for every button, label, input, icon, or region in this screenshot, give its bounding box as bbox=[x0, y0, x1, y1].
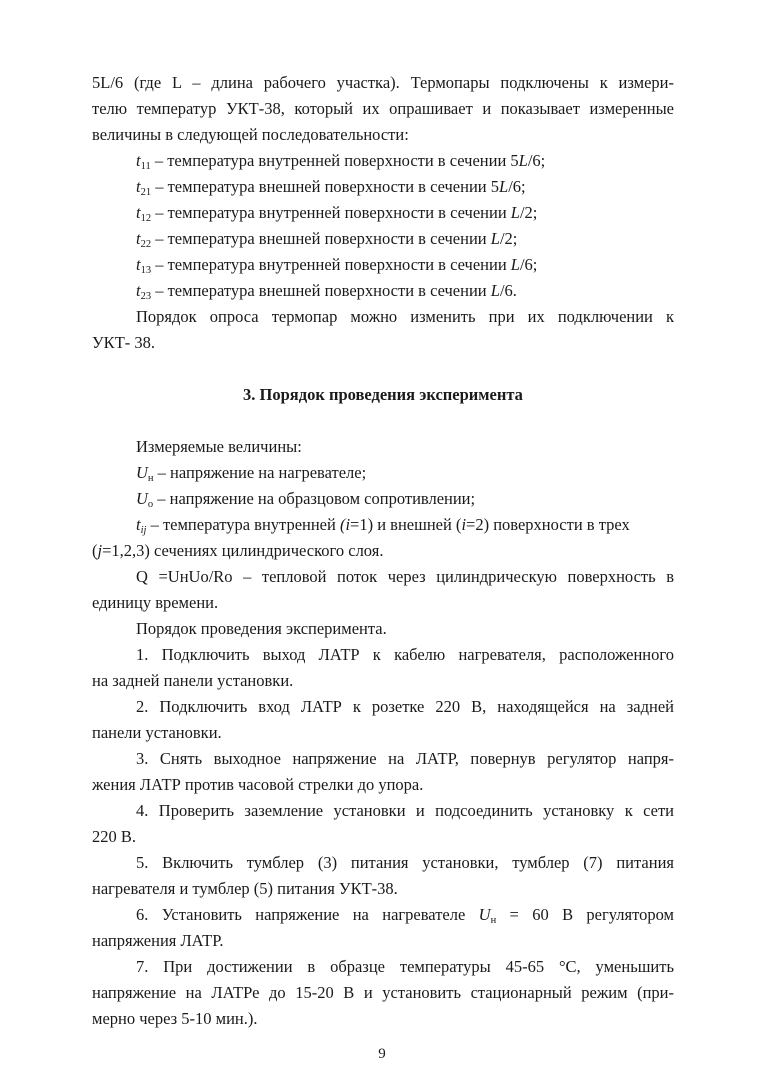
thermocouple-item: $t_{21}$ – температура внешней поверхности в сечении 5L/6; bbox=[136, 177, 526, 198]
measured-q-line-2: единицу времени. bbox=[92, 593, 219, 612]
measured-q: Q =UнUо/Rо – тепловой поток через цилиндрическую поверхность в bbox=[136, 567, 674, 586]
thermocouple-item: $t_{22}$ – температура внешней поверхности в сечении L/2; bbox=[136, 229, 518, 250]
step-3: 3. Снять выходное напряжение на ЛАТР, повернув регулятор напря- bbox=[136, 749, 674, 768]
thermocouple-item: $t_{11}$ – температура внутренней поверхности в сечении 5L/6; bbox=[136, 151, 546, 172]
step-5-cont: нагревателя и тумблер (5) питания УКТ-38. bbox=[92, 879, 398, 898]
page-number: 9 bbox=[378, 1046, 386, 1062]
intro-line-3: величины в следующей последовательности: bbox=[92, 125, 409, 144]
procedure-title: Порядок проведения эксперимента. bbox=[136, 619, 387, 638]
step-1: 1. Подключить выход ЛАТР к кабелю нагревателя, расположенного bbox=[136, 645, 674, 664]
step-4: 4. Проверить заземление установки и подсоединить установку к сети bbox=[136, 801, 674, 820]
intro-line-1: 5L/6 (где L – длина рабочего участка). Термопары подключены к измери- bbox=[92, 73, 674, 92]
measured-tij-line-2: (j=1,2,3) сечениях цилиндрического слоя. bbox=[92, 541, 384, 560]
thermocouple-item: $t_{13}$ – температура внутренней поверхности в сечении L/6; bbox=[136, 255, 538, 276]
step-2: 2. Подключить вход ЛАТР к розетке 220 В, находящейся на задней bbox=[136, 697, 674, 716]
step-5: 5. Включить тумблер (3) питания установки, тумблер (7) питания bbox=[136, 853, 674, 872]
section-title: 3. Порядок проведения эксперимента bbox=[243, 385, 523, 404]
step-2-cont: панели установки. bbox=[92, 723, 222, 742]
step-7-cont-2: мерно через 5-10 мин.). bbox=[92, 1009, 258, 1028]
thermocouple-item: $t_{23}$ – температура внешней поверхности в сечении L/6. bbox=[136, 281, 517, 302]
measured-title: Измеряемые величины: bbox=[136, 437, 302, 456]
order-note-line-1: Порядок опроса термопар можно изменить при их подключении к bbox=[136, 307, 674, 326]
measured-uo: $U_о$ – напряжение на образцовом сопротивлении; bbox=[136, 489, 476, 510]
step-7: 7. При достижении в образце температуры 45-65 °С, уменьшить bbox=[136, 957, 674, 976]
step-6: 6. Установить напряжение на нагревателе $U_н = 60$ В регулятором bbox=[136, 905, 674, 926]
measured-un: $U_н$ – напряжение на нагревателе; bbox=[136, 463, 367, 484]
order-note-line-2: УКТ- 38. bbox=[92, 333, 156, 352]
step-1-cont: на задней панели установки. bbox=[92, 671, 294, 690]
step-6-cont: напряжения ЛАТР. bbox=[92, 931, 224, 950]
intro-line-2: телю температур УКТ-38, который их опрашивает и показывает измеренные bbox=[92, 99, 674, 118]
step-7-cont: напряжение на ЛАТРе до 15-20 В и установить стационарный режим (при- bbox=[92, 983, 674, 1002]
measured-tij: $t_{ij}$ – температура внутренней (i=1) и внешней (i=2) поверхности в трех bbox=[136, 515, 630, 536]
step-3-cont: жения ЛАТР против часовой стрелки до упора. bbox=[92, 775, 424, 794]
step-4-cont: 220 В. bbox=[92, 827, 137, 846]
thermocouple-item: $t_{12}$ – температура внутренней поверхности в сечении L/2; bbox=[136, 203, 538, 224]
